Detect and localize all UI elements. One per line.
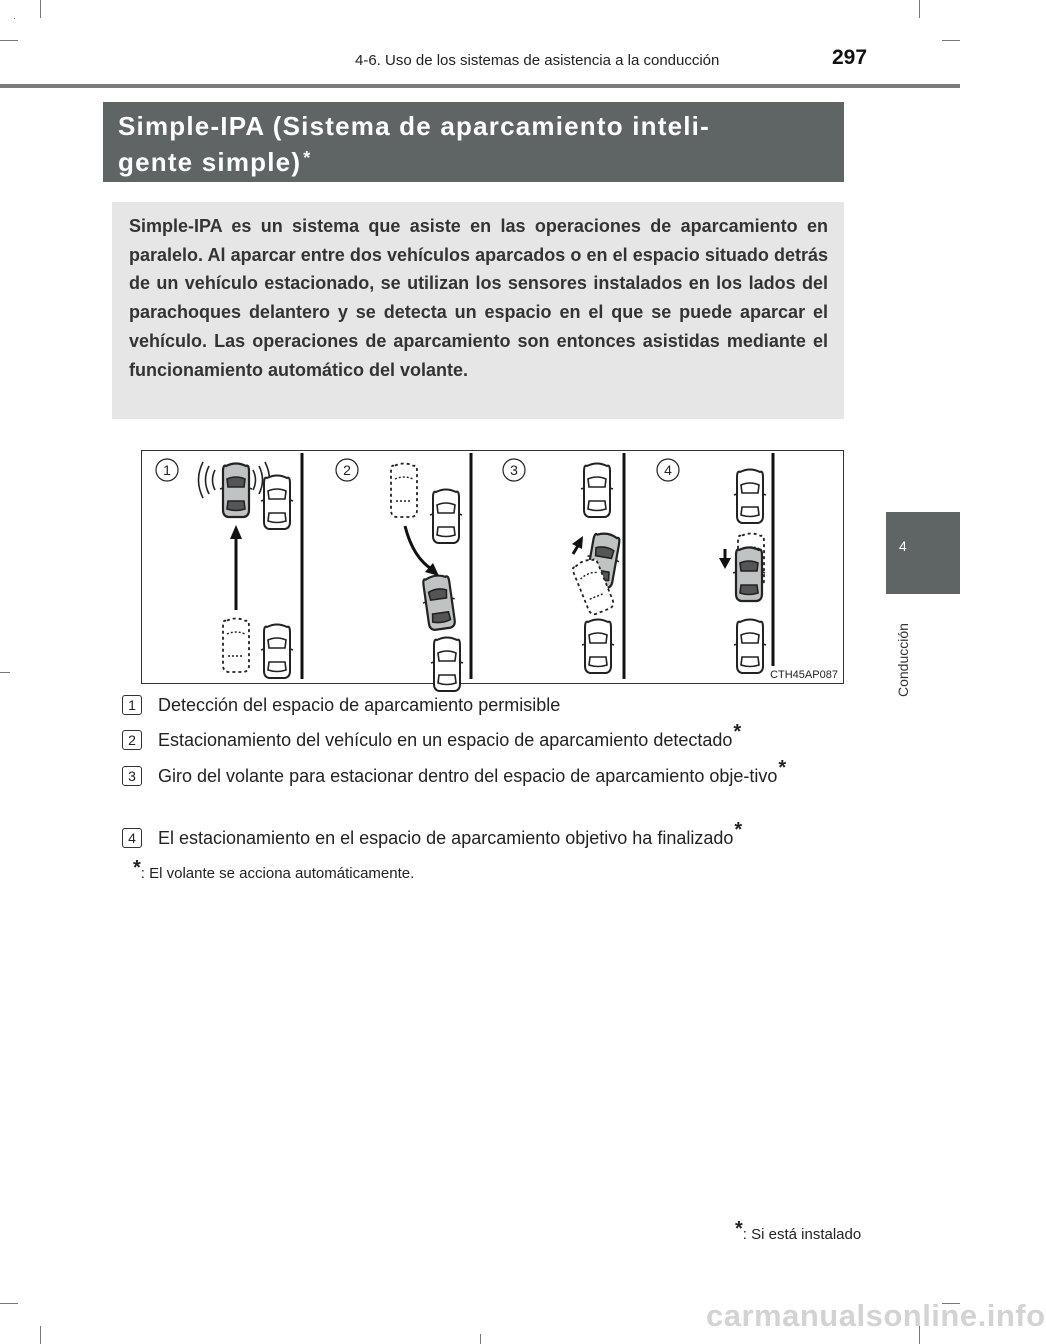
- chapter-tab: [886, 512, 960, 594]
- step-number-1-text: 1: [163, 462, 171, 478]
- item-marker-3: *: [778, 757, 787, 779]
- item-text-4: [158, 819, 848, 852]
- step-number-2: [336, 459, 358, 481]
- parking-illustration: [141, 450, 844, 684]
- chapter-number: 4: [899, 538, 907, 554]
- item-badge-1: 1: [122, 695, 142, 715]
- item-text-1: [158, 691, 848, 719]
- item-badge-2: 2: [122, 730, 142, 750]
- item-badge-3: 3: [122, 766, 142, 786]
- intro-text: Simple-IPA es un sistema que asiste en las operaciones de aparcamiento en paralelo. Al aparcar entre dos vehículos aparcados o en el espacio situado detrás de un vehículo estacionado, se utilizan los sensores instalados en los lados del parachoques delantero y se detecta un espacio en el que se puede aparcar el vehículo. Las operaciones de aparcamiento son entonces asistidas mediante el funcionamiento automático del volante.: [129, 216, 828, 380]
- item-text-2: [158, 721, 848, 754]
- intro-box: [112, 202, 844, 419]
- figure-code: CTH45AP087: [770, 669, 838, 681]
- step-number-3: [503, 459, 525, 481]
- section-heading: [118, 108, 830, 180]
- item-text-3-body: Giro del volante para estacionar dentro del espacio de aparcamiento obje-tivo: [158, 766, 778, 786]
- section-heading-box: [103, 102, 844, 182]
- step-number-2-text: 2: [343, 462, 351, 478]
- item-text-2-body: Estacionamiento del vehículo en un espacio de aparcamiento detectado: [158, 730, 733, 750]
- watermark: carmanualsonline.info: [706, 1298, 1046, 1333]
- page-number: 297: [832, 46, 868, 69]
- heading-marker: *: [303, 148, 312, 168]
- item-marker-2: *: [733, 721, 742, 743]
- item-text-4-body: El estacionamiento en el espacio de aparcamiento objetivo ha finalizado: [158, 828, 734, 848]
- heading-line-1: Simple-IPA (Sistema de aparcamiento inteli-: [118, 111, 710, 141]
- item-text-3: [158, 757, 848, 790]
- item-badge-4: 4: [122, 828, 142, 848]
- section-title: 4-6. Uso de los sistemas de asistencia a la conducción: [355, 52, 720, 69]
- equipment-footnote: [735, 1218, 862, 1245]
- item-text-1-body: Detección del espacio de aparcamiento permisible: [158, 695, 561, 715]
- step-number-4: [657, 459, 679, 481]
- step-number-4-text: 4: [664, 462, 672, 478]
- step-number-1: [156, 459, 178, 481]
- note-marker: *: [133, 857, 141, 879]
- footnote-text: : Si está instalado: [742, 1226, 862, 1243]
- heading-line-2: gente simple): [118, 147, 302, 177]
- chapter-label-text: Conducción: [895, 623, 911, 697]
- step-number-3-text: 3: [510, 462, 518, 478]
- note-text: : El volante se acciona automáticamente.: [140, 865, 415, 882]
- header-rule: [0, 84, 960, 88]
- chapter-label: [895, 605, 915, 697]
- footnote-marker: *: [735, 1218, 743, 1240]
- automatic-steering-note: [133, 857, 415, 884]
- item-marker-4: *: [734, 819, 743, 841]
